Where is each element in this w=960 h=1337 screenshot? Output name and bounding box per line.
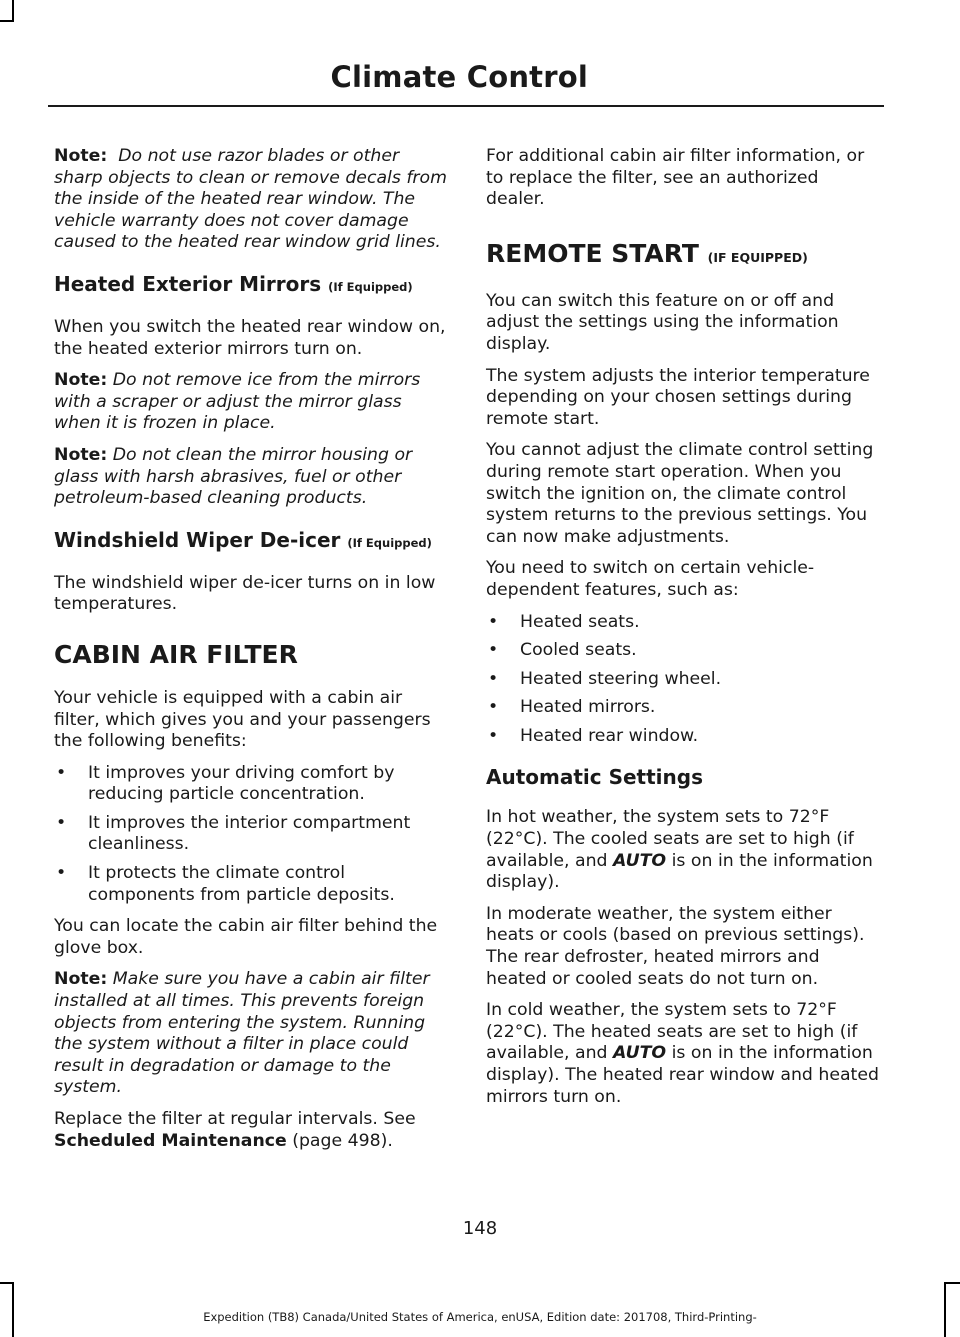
replace-filter-paragraph: Replace the filter at regular intervals. See Scheduled Maintenance (page 498).	[54, 1109, 416, 1151]
page-number: 148	[462, 1218, 498, 1239]
page-footer: Expedition (TB8) Canada/United States of America, enUSA, Edition date: 201708, Third-Printing-	[203, 1310, 757, 1324]
remote-p3: You cannot adjust the climate control setting during remote start operation. When you switch the ignition on, the climate control system returns to the previous settings. You can now make adjustments.	[486, 440, 874, 547]
crop-mark-bottom-left-h	[0, 1282, 14, 1284]
remote-features-list	[486, 612, 881, 748]
list-item: • Heated rear window.	[488, 725, 699, 746]
remote-p2: The system adjusts the interior temperature depending on your chosen settings during remote start.	[486, 365, 870, 429]
header-rule	[48, 105, 884, 107]
page-header-title: Climate Control	[330, 60, 588, 94]
hot-weather-paragraph: In hot weather, the system sets to 72°F (22°C). The cooled seats are set to high (if available, and AUTO is on in the information display).	[486, 807, 873, 893]
list-item: • Cooled seats.	[488, 640, 637, 661]
cabin-benefits-list	[54, 763, 449, 907]
list-item: • It improves your driving comfort by reducing particle concentration.	[56, 762, 395, 805]
note-housing: Note: Do not clean the mirror housing or glass with harsh abrasives, fuel or other petroleum-based cleaning products.	[54, 444, 413, 509]
filter-info-paragraph: For additional cabin air filter information, or to replace the filter, see an authorized dealer.	[486, 146, 865, 210]
note-ice: Note: Do not remove ice from the mirrors with a scraper or adjust the mirror glass when it is frozen in place.	[54, 370, 421, 434]
list-item: • It protects the climate control components from particle deposits.	[56, 863, 395, 905]
mirrors-paragraph: When you switch the heated rear window on, the heated exterior mirrors turn on.	[54, 316, 446, 359]
note-razor: Note: Do not use razor blades or other sharp objects to clean or remove decals from the inside of the heated rear window. The vehicle warranty does not cover damage caused to the heated rear window grid lines.	[54, 146, 447, 253]
heading-wiper-de-icer: Windshield Wiper De-icer (If Equipped)	[54, 527, 432, 552]
scheduled-maintenance-link[interactable]: Scheduled Maintenance	[54, 1130, 287, 1151]
cold-weather-paragraph: In cold weather, the system sets to 72°F (22°C). The heated seats are set to high (if available, and AUTO is on in the information display). The heated rear window and heated mirrors turn on.	[486, 1000, 879, 1107]
remote-p4: You need to switch on certain vehicle-dependent features, such as:	[486, 558, 815, 600]
note-filter-installed: Note: Make sure you have a cabin air filter installed at all times. This prevents foreign objects from entering the system. Running the system without a filter in place could result in degradation or damage to the system.	[54, 969, 430, 1098]
heading-cabin-air-filter: CABIN AIR FILTER	[54, 639, 298, 669]
crop-mark-bottom-right-h	[944, 1282, 960, 1284]
heading-automatic-settings: Automatic Settings	[486, 765, 703, 790]
crop-mark-top-left-v	[12, 0, 14, 22]
heading-remote-start: REMOTE START (IF EQUIPPED)	[486, 238, 808, 268]
list-item: • Heated mirrors.	[488, 697, 656, 718]
list-item: • Heated steering wheel.	[488, 668, 722, 689]
cabin-intro: Your vehicle is equipped with a cabin air filter, which gives you and your passengers the following benefits:	[54, 687, 431, 752]
crop-mark-top-left-h	[0, 20, 14, 22]
left-column	[54, 146, 449, 1162]
remote-p1: You can switch this feature on or off and adjust the settings using the information display.	[486, 290, 839, 354]
cabin-location: You can locate the cabin air filter behind the glove box.	[54, 916, 438, 958]
list-item: • It improves the interior compartment cleanliness.	[56, 812, 411, 855]
right-column	[486, 146, 881, 1118]
wiper-paragraph: The windshield wiper de-icer turns on in low temperatures.	[54, 572, 436, 615]
heading-heated-exterior-mirrors: Heated Exterior Mirrors (If Equipped)	[54, 271, 413, 296]
list-item: • Heated seats.	[488, 611, 640, 632]
moderate-weather-paragraph: In moderate weather, the system either heats or cools (based on previous settings). The rear defroster, heated mirrors and heated or cooled seats do not turn on.	[486, 903, 865, 989]
